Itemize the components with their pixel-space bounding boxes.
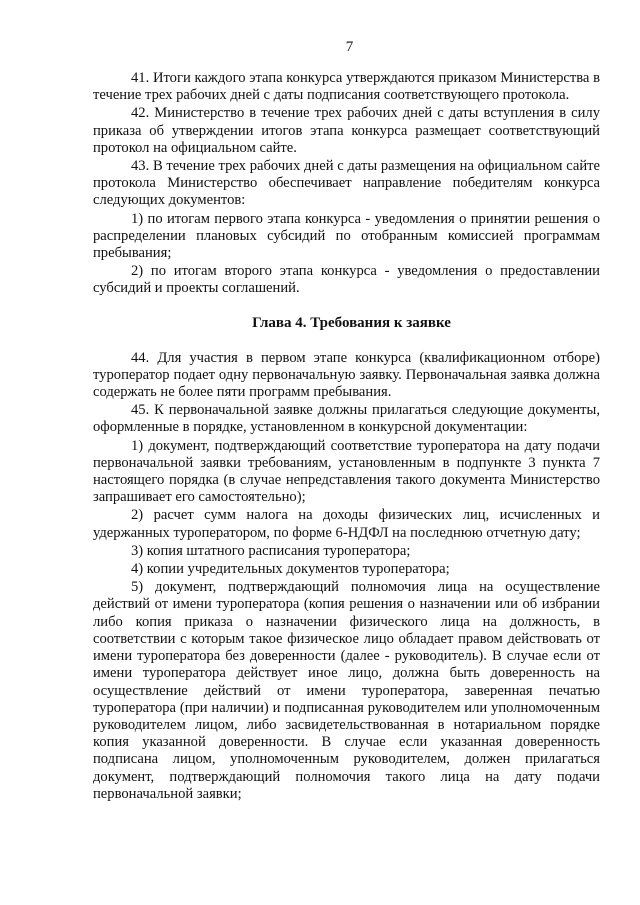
paragraph-42: 42. Министерство в течение трех рабочих дней с даты вступления в силу приказа об утверждении итогов этапа конкурса размещает соответствующий протокол на официальном сайте.	[93, 105, 600, 156]
paragraph-45-item-2: 2) расчет сумм налога на доходы физических лиц, исчисленных и удержанных туроператором, по форме 6-НДФЛ на последнюю отчетную дату;	[93, 507, 600, 541]
paragraph-45-item-5: 5) документ, подтверждающий полномочия лица на осуществление действий от имени туроператора (копия решения о назначении или об избрании либо копия приказа о назначении физического лица на должность, в соответствии с которым такое физическое лицо обладает правом действовать от имени туроператора без доверенности (далее - руководитель). В случае если от имени туроператора действует иное лицо, должна быть доверенность на осуществление действий от имени туроператора, заверенная печатью туроператора (при наличии) и подписанная руководителем или уполномоченным руководителем лицом, либо засвидетельствованная в нотариальном порядке копия указанной доверенности. В случае если указанная доверенность подписана лицом, уполномоченным руководителем, должен прилагаться документ, подтверждающий полномочия такого лица на дату подачи первоначальной заявки;	[93, 579, 600, 802]
paragraph-43-item-2: 2) по итогам второго этапа конкурса - уведомления о предоставлении субсидий и проекты соглашений.	[93, 263, 600, 297]
paragraph-44: 44. Для участия в первом этапе конкурса (квалификационном отборе) туроператор подает одну первоначальную заявку. Первоначальная заявка должна содержать не более пяти программ пребывания.	[93, 349, 600, 401]
paragraph-43: 43. В течение трех рабочих дней с даты размещения на официальном сайте протокола Министерство обеспечивает направление победителям конкурса следующих документов:	[93, 158, 600, 209]
document-body	[93, 70, 600, 803]
paragraph-41: 41. Итоги каждого этапа конкурса утверждаются приказом Министерства в течение трех рабочих дней с даты подписания соответствующего протокола.	[93, 70, 600, 104]
paragraph-45: 45. К первоначальной заявке должны прилагаться следующие документы, оформленные в порядке, установленном в конкурсной документации:	[93, 402, 600, 436]
paragraph-45-item-4: 4) копии учредительных документов туроператора;	[131, 561, 450, 578]
paragraph-43-item-1: 1) по итогам первого этапа конкурса - уведомления о принятии решения о распределении плановых субсидий по отобранным комиссией программам пребывания;	[93, 210, 600, 262]
chapter-title: Глава 4. Требования к заявке	[252, 314, 451, 331]
paragraph-45-item-3: 3) копия штатного расписания туроператора;	[131, 542, 411, 559]
paragraph-45-item-1: 1) документ, подтверждающий соответствие туроператора на дату подачи первоначальной заявки требованиям, установленным в подпункте 3 пункта 7 настоящего порядка (в случае непредставления такого документа Министерство запрашивает его самостоятельно);	[93, 437, 600, 506]
page-number: 7	[345, 39, 354, 55]
